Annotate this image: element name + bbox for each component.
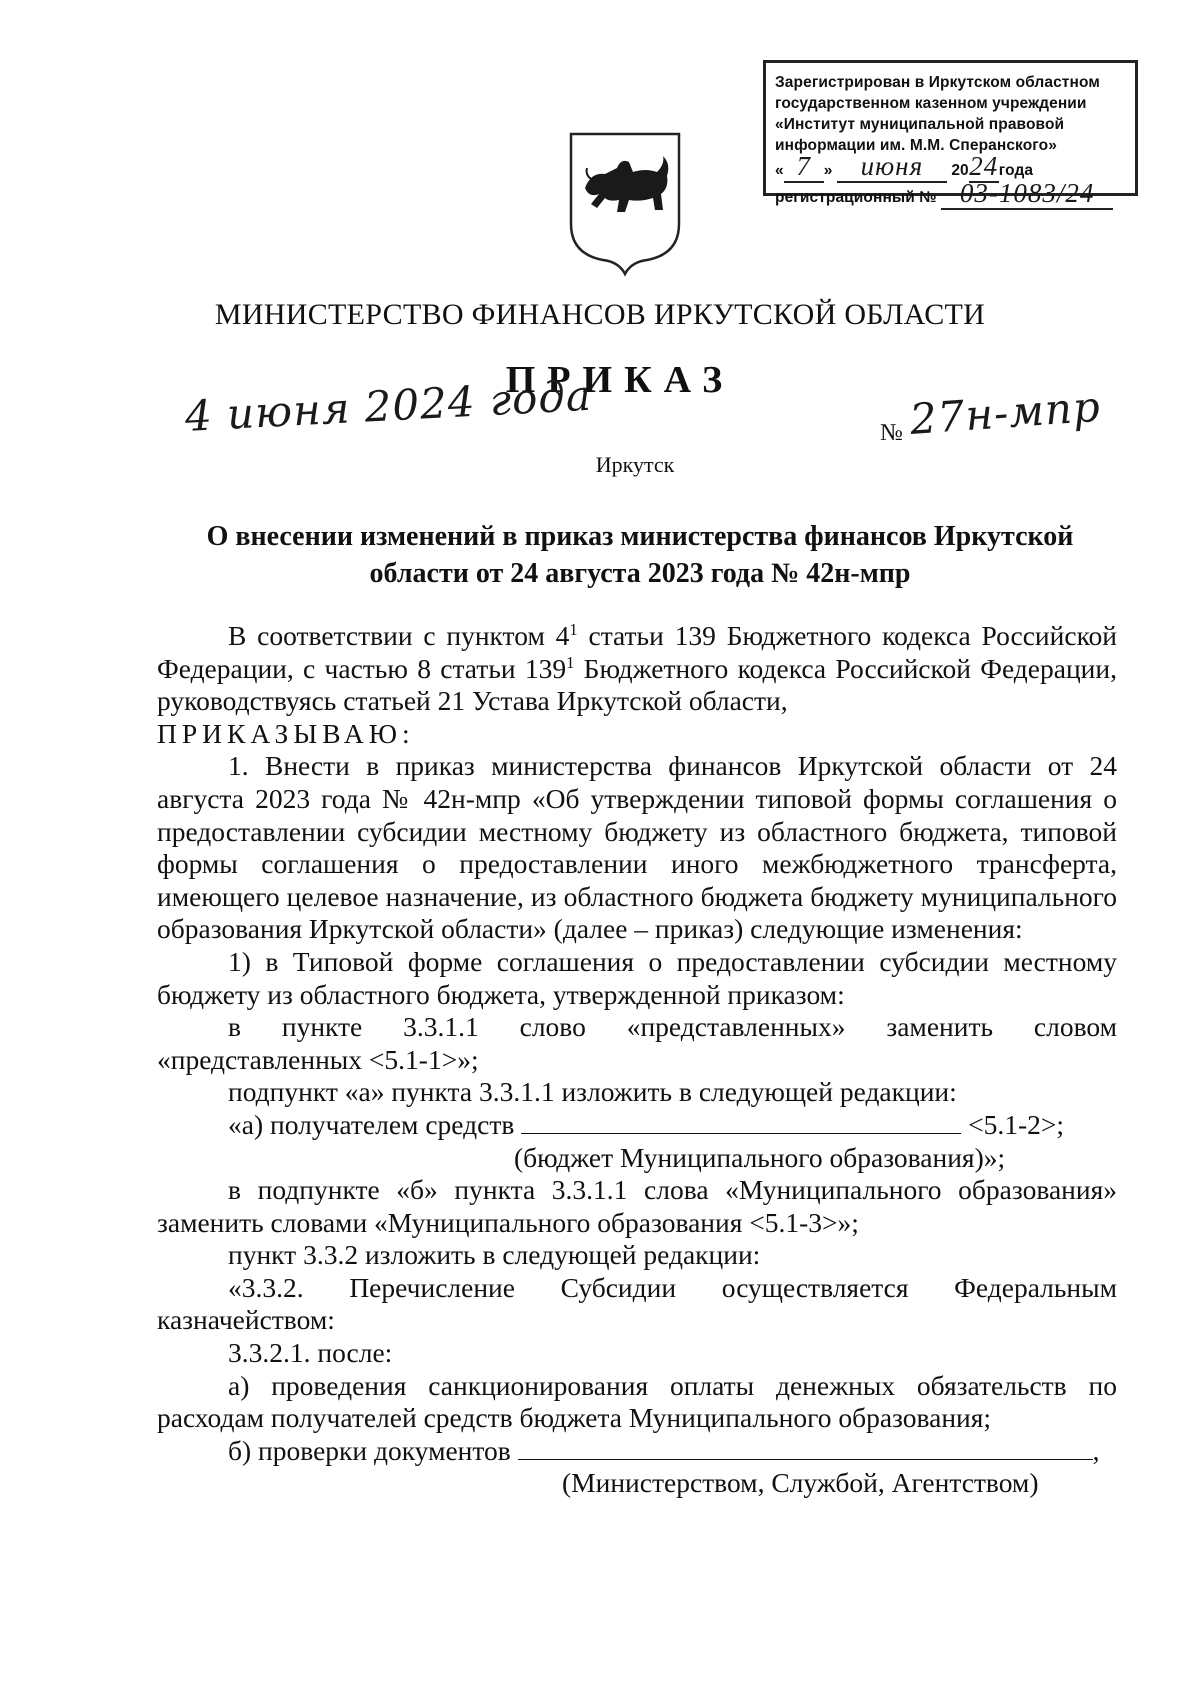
stamp-number-line — [775, 178, 1127, 210]
order-heading: ПРИКАЗ — [505, 359, 735, 401]
stamp-line-1: Зарегистрирован в Иркутском областном — [775, 74, 1100, 91]
paragraph-change-3: в подпункте «б» пункта 3.3.1.1 слова «Муниципального образования» заменить словами «Муниципального образования <5.1-3>»; — [157, 1174, 1117, 1238]
item-b-text: б) проверки документов — [228, 1434, 511, 1466]
paragraph-subitem-1: 1) в Типовой форме соглашения о предоставлении субсидии местному бюджету из областного бюджета, утвержденной приказом: — [157, 945, 1117, 1010]
document-title-line-2: области от 24 августа 2023 года № 42н-мпр — [369, 558, 911, 589]
stamp-reg-label: регистрационный № — [775, 189, 937, 206]
stamp-year-word: года — [998, 162, 1034, 179]
stamp-line-3: «Институт муниципальной правовой — [775, 116, 1065, 133]
stamp-reg-number: 03-1083/24 — [959, 178, 1095, 208]
blank-line-recipient — [521, 1132, 961, 1134]
paragraph-change-4: пункт 3.3.2 изложить в следующей редакции: — [228, 1239, 761, 1271]
item-b-comma: , — [1092, 1434, 1100, 1466]
stamp-line-2: государственном казенном учреждении — [775, 95, 1087, 112]
order-number-prefix: № — [880, 420, 903, 446]
superscript-1: 1 — [569, 619, 578, 639]
stamp-line-4: информации им. М.М. Сперанского» — [775, 137, 1057, 154]
caption-authority: (Министерством, Службой, Агентством) — [562, 1467, 1039, 1499]
subpoint-a-footnote: <5.1-2>; — [968, 1108, 1065, 1140]
paragraph-change-1: в пункте 3.3.1.1 слово «представленных» заменить словом «представленных <5.1-1>»; — [157, 1011, 1117, 1075]
paragraph-3-3-2: «3.3.2. Перечисление Субсидии осуществляется Федеральным казначейством: — [157, 1271, 1117, 1336]
superscript-2: 1 — [566, 652, 575, 672]
paragraph-order-word: ПРИКАЗЫВАЮ: — [157, 717, 415, 749]
stamp-year-suffix: 24 — [969, 151, 999, 181]
preamble-part-2: статьи 139 Бюджетного кодекса Российской Федерации, с частью 8 статьи 139 — [157, 620, 1117, 684]
city-name: Иркутск — [595, 452, 675, 477]
paragraph-subpoint-a — [157, 1109, 1117, 1142]
stamp-quote-close: » — [823, 162, 833, 179]
paragraph-3-3-2-1: 3.3.2.1. после: — [228, 1337, 393, 1369]
paragraph-item-1: 1. Внести в приказ министерства финансов Иркутской области от 24 августа 2023 года № 42н-мпр «Об утверждении типовой формы соглашения о предоставлении субсидии местному бюджету из областного бюджета, типовой формы соглашения о предоставлении иного межбюджетного трансферта, имеющего целевое назначение, из областного бюджета бюджету муниципального образования Иркутской области» (далее – приказ) следующие изменения: — [157, 750, 1117, 945]
document-title-line-1: О внесении изменений в приказ министерства финансов Иркутской — [206, 521, 1074, 552]
paragraph-item-b — [157, 1435, 1117, 1468]
handwritten-order-number: 27н-мпр — [908, 381, 1103, 444]
stamp-month: июня — [860, 151, 924, 181]
stamp-day: 7 — [796, 151, 811, 181]
irkutsk-coat-of-arms-icon — [565, 128, 685, 283]
paragraph-preamble — [157, 620, 1117, 718]
handwritten-order-date: 4 июня 2024 года — [183, 370, 594, 441]
caption-municipal-budget: (бюджет Муниципального образования)»; — [514, 1141, 1006, 1173]
registration-stamp — [763, 60, 1138, 208]
ministry-name: МИНИСТЕРСТВО ФИНАНСОВ ИРКУТСКОЙ ОБЛАСТИ — [214, 298, 986, 331]
stamp-year-prefix: 20 — [951, 162, 969, 179]
document-body — [157, 620, 1117, 1500]
blank-line-authority — [518, 1458, 1093, 1460]
stamp-quote-open: « — [775, 162, 784, 179]
preamble-part-3: Бюджетного кодекса Российской Федерации, руководствуясь статьей 21 Устава Иркутской области, — [157, 652, 1117, 717]
paragraph-item-a: а) проведения санкционирования оплаты денежных обязательств по расходам получателей средств бюджета Муниципального образования; — [157, 1369, 1117, 1434]
document-title — [170, 518, 1110, 592]
preamble-part-1: В соответствии с пунктом 4 — [228, 620, 570, 651]
subpoint-a-text: «а) получателем средств — [228, 1108, 515, 1140]
paragraph-change-2: подпункт «а» пункта 3.3.1.1 изложить в следующей редакции: — [228, 1076, 957, 1108]
